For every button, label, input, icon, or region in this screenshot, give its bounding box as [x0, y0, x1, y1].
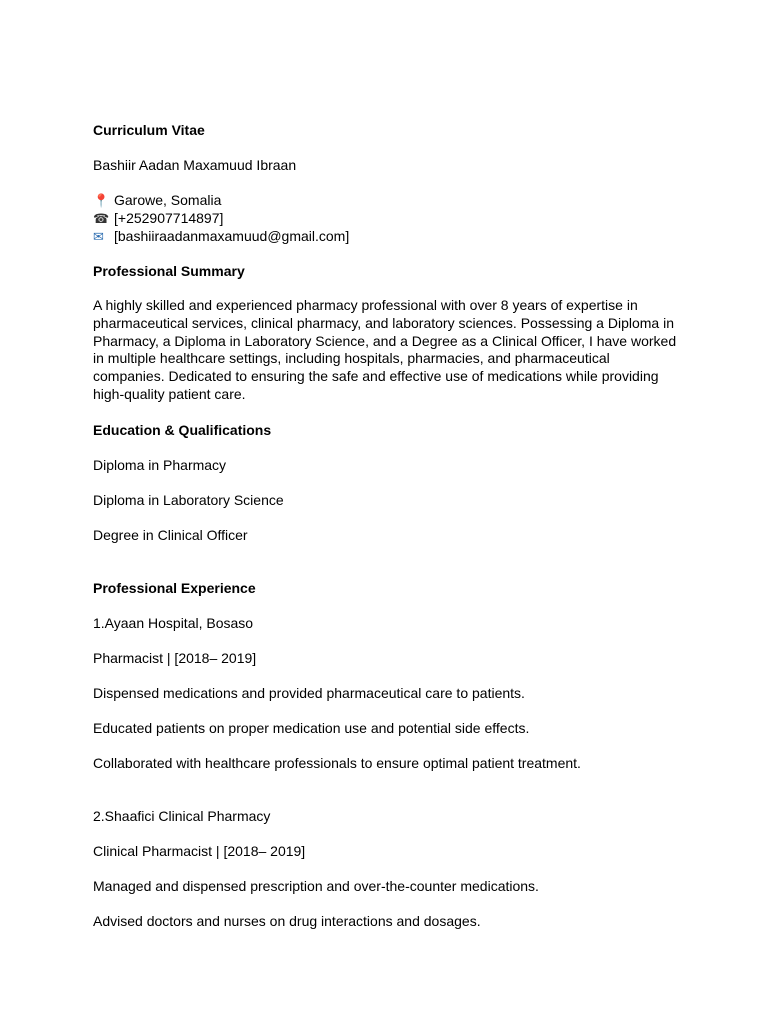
job-employer: 1.Ayaan Hospital, Bosaso: [93, 614, 254, 631]
contact-phone: [93, 209, 683, 227]
education-item: Degree in Clinical Officer: [93, 526, 248, 543]
job-duty: Dispensed medications and provided pharmaceutical care to patients.: [93, 684, 525, 701]
job-employer: 2.Shaafici Clinical Pharmacy: [93, 807, 271, 824]
summary-paragraph: A highly skilled and experienced pharmacy professional with over 8 years of expertise in pharmaceutical services, clinical pharmacy, and laboratory sciences. Possessing a Diploma in Pharmacy, a Diploma in Laboratory Science, and a Degree as a Clinical Officer, I have worked in multiple healthcare settings, including hospitals, pharmacies, and pharmaceutical companies. Dedicated to ensuring the safe and effective use of medications while providing high-quality patient care.: [93, 297, 677, 402]
contact-block: [93, 191, 683, 245]
contact-location: [93, 191, 683, 209]
job-duty: Advised doctors and nurses on drug interactions and dosages.: [93, 912, 481, 929]
location-text: Garowe, Somalia: [114, 192, 222, 208]
education-item: Diploma in Laboratory Science: [93, 491, 284, 508]
email-text: [bashiiraadanmaxamuud@gmail.com]: [114, 228, 350, 244]
contact-email: [93, 227, 683, 245]
phone-icon: ☎: [93, 212, 110, 227]
job-role: Pharmacist | [2018– 2019]: [93, 649, 257, 666]
pin-icon: 📍: [93, 194, 110, 209]
summary-heading: Professional Summary: [93, 263, 245, 279]
job-duty: Managed and dispensed prescription and over-the-counter medications.: [93, 877, 539, 894]
person-name: Bashiir Aadan Maxamuud Ibraan: [93, 157, 297, 173]
cv-page: [93, 121, 683, 930]
job-duty: Educated patients on proper medication use and potential side effects.: [93, 719, 530, 736]
document-title: Curriculum Vitae: [93, 122, 205, 138]
job-role: Clinical Pharmacist | [2018– 2019]: [93, 842, 306, 859]
education-item: Diploma in Pharmacy: [93, 456, 227, 473]
email-icon: ✉: [93, 230, 104, 245]
job-duty: Collaborated with healthcare professionals to ensure optimal patient treatment.: [93, 754, 581, 771]
experience-heading: Professional Experience: [93, 579, 256, 596]
phone-text: [+252907714897]: [114, 210, 224, 226]
education-heading: Education & Qualifications: [93, 421, 272, 438]
